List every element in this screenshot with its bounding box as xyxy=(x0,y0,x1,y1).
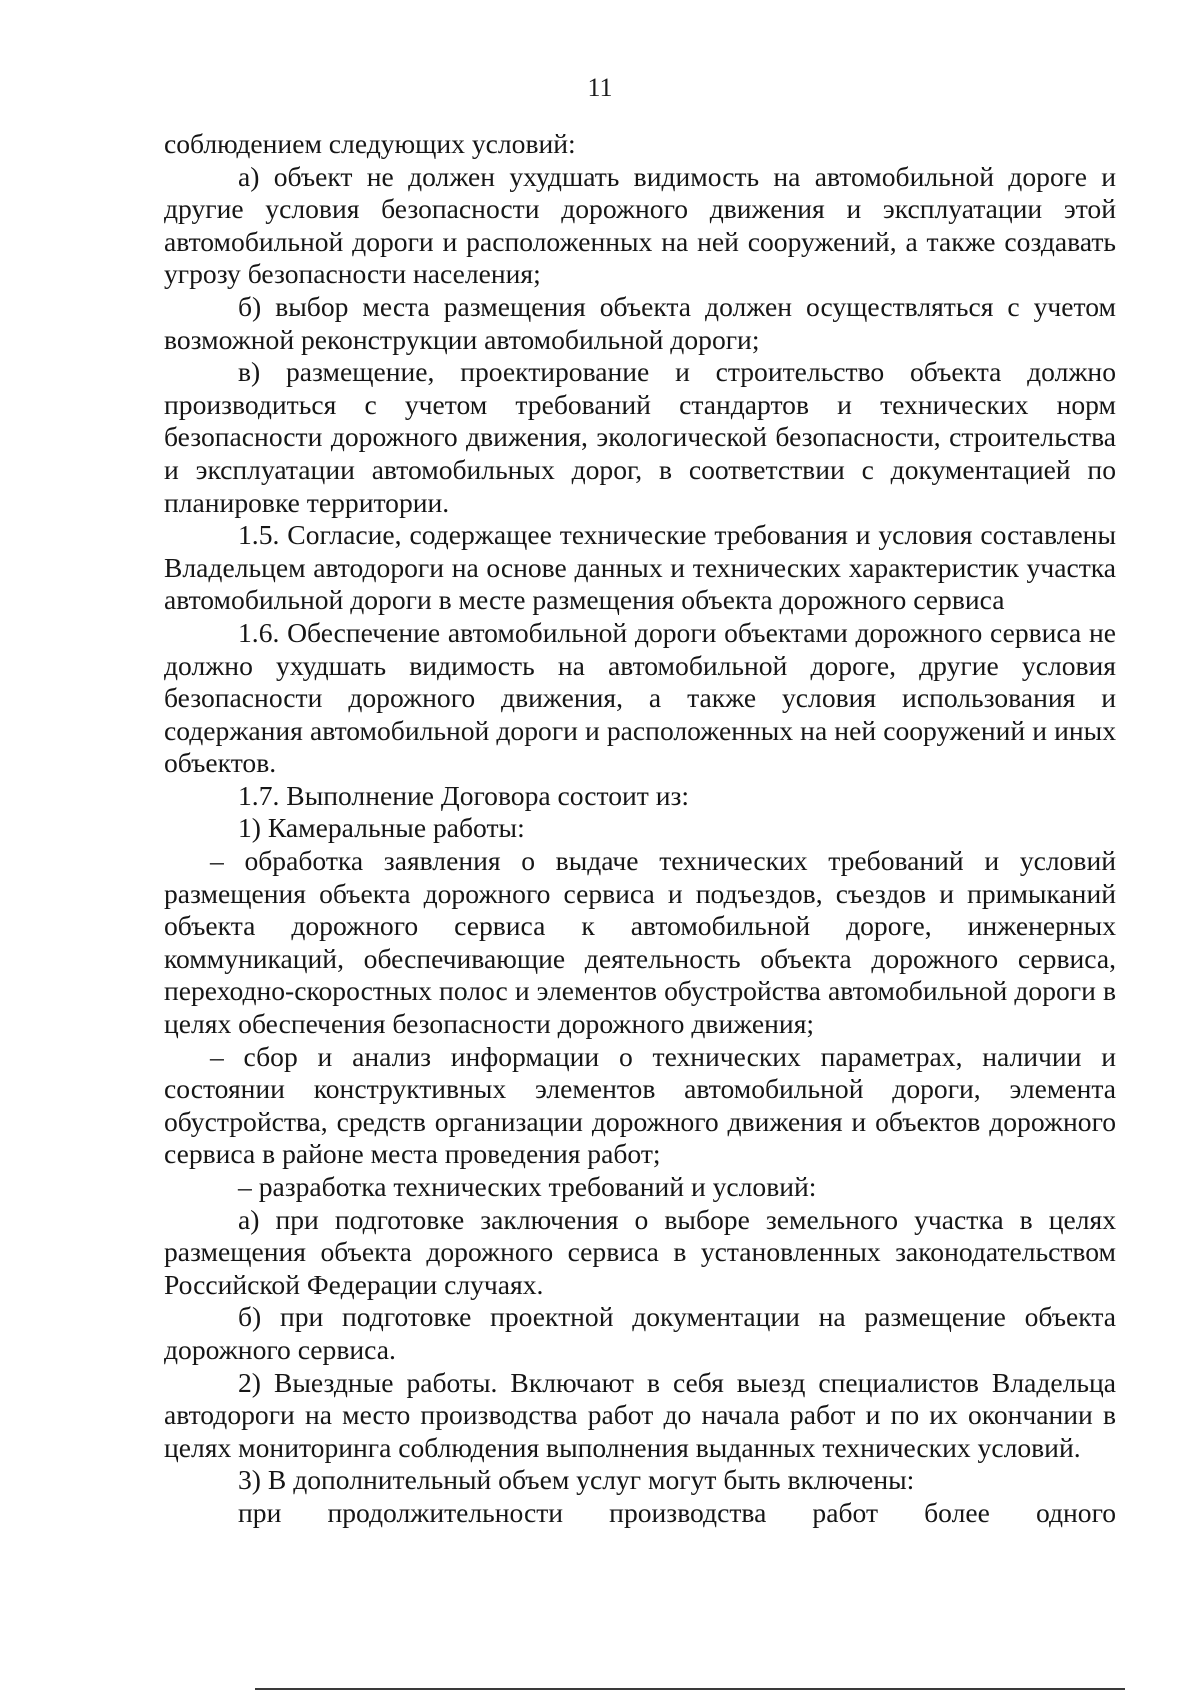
paragraph-continuation: при продолжительности производства работ более одного xyxy=(238,1496,1116,1528)
paragraph-condition-v: в) размещение, проектирование и строительство объекта должно производиться с учетом требований стандартов и технических норм безопасности дорожного движения, экологической безопасности, строительства и эксплуатации автомобильных дорог, в соответствии с документацией по планировке территории. xyxy=(164,356,1116,518)
paragraph-requirement-b: б) при подготовке проектной документации на размещение объекта дорожного сервиса. xyxy=(164,1301,1116,1365)
paragraph-condition-b: б) выбор места размещения объекта должен осуществляться с учетом возможной реконструкции автомобильной дороги; xyxy=(164,290,1116,355)
paragraph-condition-a: а) объект не должен ухудшать видимость на автомобильной дороге и другие условия безопасности дорожного движения и эксплуатации этой автомобильной дороги и расположенных на ней сооружений, а также создавать угрозу безопасности населения; xyxy=(164,160,1116,290)
paragraph-clause-1-7: 1.7. Выполнение Договора состоит из: xyxy=(238,779,690,811)
paragraph-dash-requirements-development: – разработка технических требований и условий: xyxy=(238,1171,817,1202)
paragraph-field-work: 2) Выездные работы. Включают в себя выезд специалистов Владельца автодороги на место производства работ до начала работ и по их окончании в целях мониторинга соблюдения выполнения выданных технических условий. xyxy=(164,1366,1116,1463)
paragraph-conditions-intro: соблюдением следующих условий: xyxy=(164,128,576,159)
paragraph-dash-information-analysis: – сбор и анализ информации о технических параметрах, наличии и состоянии конструктивных элементов автомобильной дороги, элемента обустройства, средств организации дорожного движения и объектов дорожного сервиса в районе места проведения работ; xyxy=(164,1040,1116,1170)
paragraph-office-work-heading: 1) Камеральные работы: xyxy=(238,812,525,844)
paragraph-clause-1-6: 1.6. Обеспечение автомобильной дороги объектами дорожного сервиса не должно ухудшать видимость на автомобильной дороге, другие условия безопасности дорожного движения, а также условия использования и содержания автомобильной дороги и расположенных на ней сооружений и иных объектов. xyxy=(164,616,1116,779)
paragraph-clause-1-5: 1.5. Согласие, содержащее технические требования и условия составлены Владельцем автодороги на основе данных и технических характеристик участка автомобильной дороги в месте размещения объекта дорожного сервиса xyxy=(164,519,1116,616)
page-number: 11 xyxy=(587,73,613,102)
footer-divider xyxy=(255,1688,1125,1690)
paragraph-requirement-a: а) при подготовке заключения о выборе земельного участка в целях размещения объекта дорожного сервиса в установленных законодательством Российской Федерации случаях. xyxy=(164,1203,1116,1300)
document-body xyxy=(164,128,1116,1530)
paragraph-additional-services: 3) В дополнительный объем услуг могут быть включены: xyxy=(238,1464,915,1496)
paragraph-dash-application-processing: – обработка заявления о выдаче технических требований и условий размещения объекта дорожного сервиса и подъездов, съездов и примыканий объекта дорожного сервиса к автомобильной дороге, инженерных коммуникаций, обеспечивающие деятельность объекта дорожного сервиса, переходно-скоростных полос и элементов обустройства автомобильной дороги в целях обеспечения безопасности дорожного движения; xyxy=(164,845,1116,1040)
